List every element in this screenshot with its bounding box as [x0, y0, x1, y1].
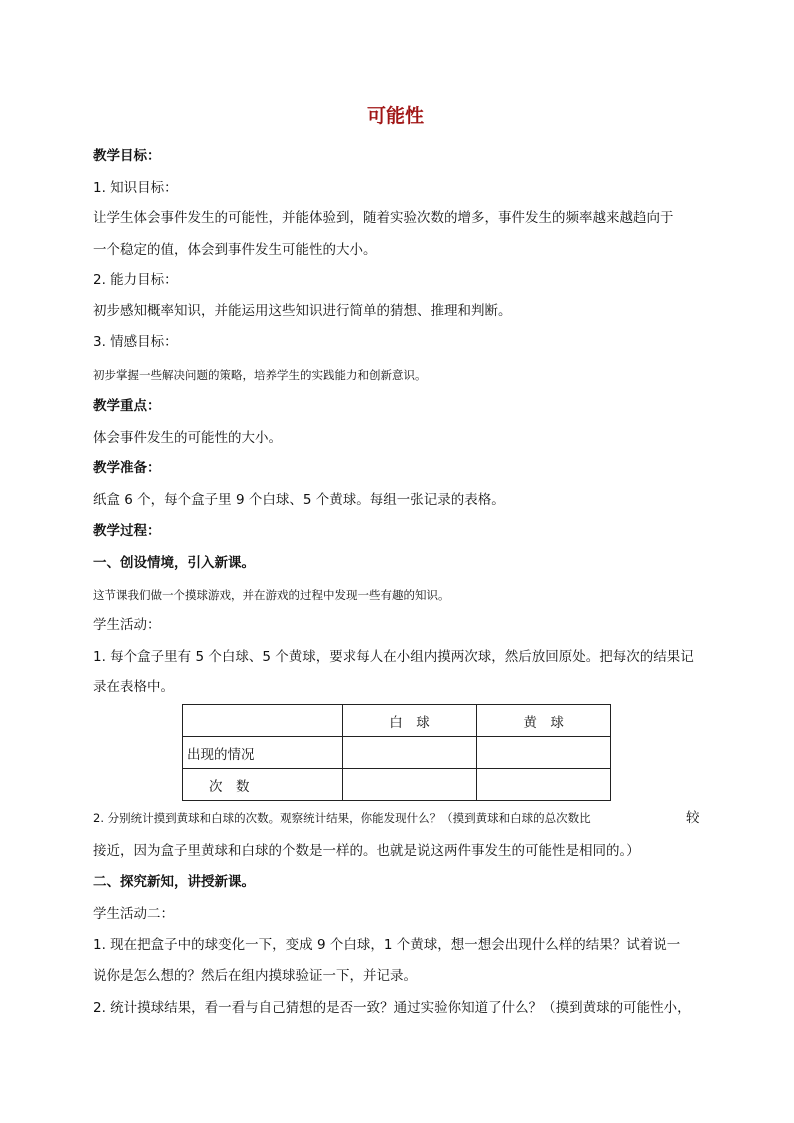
table-corner-cell [183, 705, 343, 737]
goals-heading: 教学目标： [93, 148, 161, 164]
activity2-label: 学生活动二： [93, 906, 174, 922]
table-header-yellow: 黄 球 [477, 705, 611, 737]
record-table [182, 704, 611, 801]
activity1-step1-line2: 录在表格中。 [93, 679, 174, 695]
activity1-step2-line1: 2. 分别统计摸到黄球和白球的次数。观察统计结果，你能发现什么？（摸到黄球和白球的总次数比 [93, 811, 591, 825]
page-title: 可能性 [367, 105, 425, 127]
table-cell [342, 737, 477, 769]
process-heading: 教学过程： [93, 523, 161, 539]
activity2-step1-line1: 1. 现在把盒子中的球变化一下，变成 9 个白球，1 个黄球，想一想会出现什么样的结果？试着说一 [93, 937, 681, 953]
goal3-label: 3. 情感目标： [93, 334, 178, 350]
focus-heading: 教学重点： [93, 398, 161, 414]
activity1-step2-tail: 较 [686, 810, 700, 826]
table-row [183, 737, 611, 769]
goal2-text: 初步感知概率知识，并能运用这些知识进行简单的猜想、推理和判断。 [93, 303, 512, 319]
goal2-label: 2. 能力目标： [93, 272, 178, 288]
prep-heading: 教学准备： [93, 460, 161, 476]
focus-text: 体会事件发生的可能性的大小。 [93, 430, 282, 446]
activity2-step1-line2: 说你是怎么想的？然后在组内摸球验证一下，并记录。 [93, 968, 417, 984]
activity1-step1-line1: 1. 每个盒子里有 5 个白球、5 个黄球，要求每人在小组内摸两次球，然后放回原处。把每次的结果记 [93, 649, 694, 665]
table-header-white: 白 球 [342, 705, 477, 737]
table-row-label: 出现的情况 [183, 737, 343, 769]
table-cell [477, 769, 611, 801]
table-header-row [183, 705, 611, 737]
part1-heading: 一、创设情境，引入新课。 [93, 555, 255, 571]
prep-text: 纸盒 6 个，每个盒子里 9 个白球、5 个黄球。每组一张记录的表格。 [93, 492, 505, 508]
table-cell [477, 737, 611, 769]
activity1-step2-line2: 接近，因为盒子里黄球和白球的个数是一样的。也就是说这两件事发生的可能性是相同的。） [93, 843, 640, 859]
activity2-step2-line1: 2. 统计摸球结果，看一看与自己猜想的是否一致？通过实验你知道了什么？（摸到黄球的可能性小， [93, 1000, 691, 1016]
part1-intro: 这节课我们做一个摸球游戏，并在游戏的过程中发现一些有趣的知识。 [93, 588, 450, 602]
goal1-line2: 一个稳定的值，体会到事件发生可能性的大小。 [93, 242, 377, 258]
table-row [183, 769, 611, 801]
goal3-text: 初步掌握一些解决问题的策略，培养学生的实践能力和创新意识。 [93, 368, 427, 382]
activity1-label: 学生活动： [93, 617, 161, 633]
table-row-label: 次 数 [183, 769, 343, 801]
goal1-label: 1. 知识目标： [93, 180, 178, 196]
table-cell [342, 769, 477, 801]
part2-heading: 二、探究新知，讲授新课。 [93, 874, 255, 890]
goal1-line1: 让学生体会事件发生的可能性，并能体验到，随着实验次数的增多，事件发生的频率越来越趋向于 [93, 210, 674, 226]
